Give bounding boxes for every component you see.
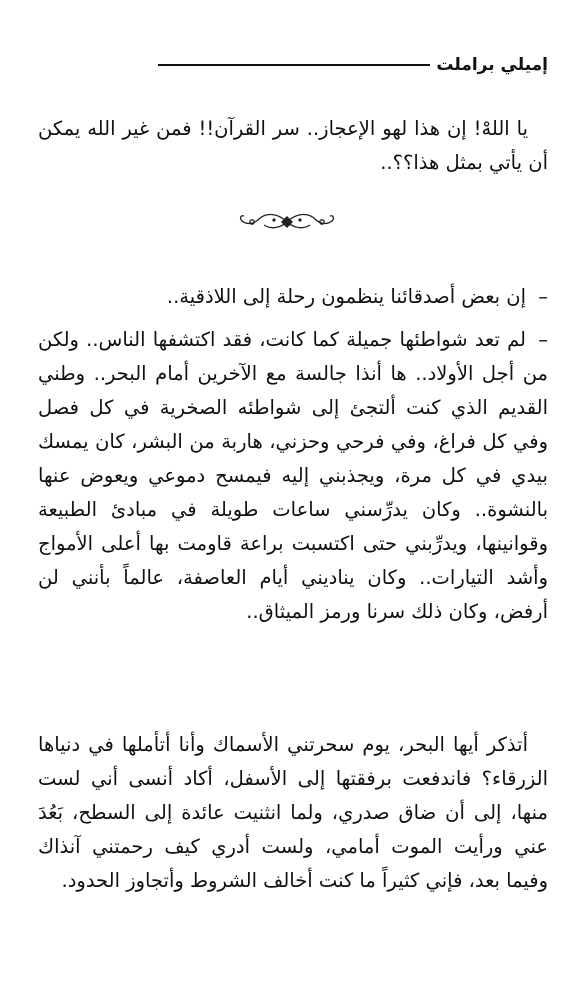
dialogue-dash: – — [538, 328, 548, 351]
floral-divider-icon — [237, 207, 337, 237]
running-header — [158, 50, 548, 80]
dialogue-dash: – — [538, 285, 548, 308]
dialogue-line-2 — [38, 323, 548, 629]
dialogue-text-1: إن بعض أصدقائنا ينظمون رحلة إلى اللاذقية.. — [166, 285, 526, 308]
author-name: إميلي براملت — [436, 55, 548, 75]
paragraph-1: يا اللهْ! إن هذا لهو الإعجاز.. سر القرآن!! فمن غير الله يمكن أن يأتي بمثل هذا؟؟.. — [38, 117, 548, 174]
header-rule — [158, 64, 430, 66]
dialogue-text-2: لم تعد شواطئها جميلة كما كانت، فقد اكتشفها الناس.. ولكن من أجل الأولاد.. ها أنذا جالسة مع الآخرين أمام البحر.. وطني القديم الذي كنت ألتجئ إلى شواطئه الصخرية في كل فصل وفي كل فراغ، وفي فرحي وحزني، هاربة من البشر، كان يمسك بيدي في كل مرة، ويجذبني إليه فيمسح دموعي ويعوض عنها بالنشوة.. وكان يدرِّسني ساعات طويلة في مبادئ الطبيعة وقوانينها، ويدرِّبني حتى اكتسبت براعة قاومت بها أعلى الأمواج وأشد التيارات.. وكان يناديني أيام العاصفة، عالماً بأنني لن أرفض، وكان ذلك سرنا ورمز الميثاق.. — [38, 328, 548, 623]
dialogue-line-1 — [38, 280, 548, 314]
paragraph-3: أتذكر أيها البحر، يوم سحرتني الأسماك وأنا أتأملها في دنياها الزرقاء؟ فاندفعت برفقتها إلى الأسفل، أكاد أنسى أني لست منها، إلى أن ضاق صدري، ولما انثنيت عائدة إلى السطح، بَعُدَ عني ورأيت الموت أمامي، ولست أدري كيف رحمتني آنذاك وفيما بعد، فإني كثيراً ما كنت أخالف الشروط وأتجاوز الحدود. — [38, 733, 548, 892]
